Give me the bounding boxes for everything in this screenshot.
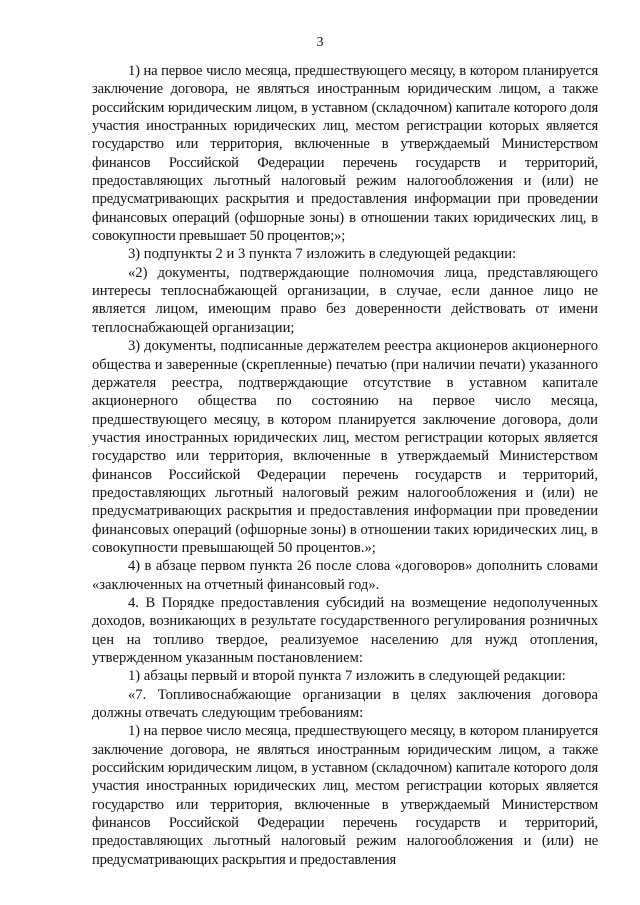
paragraph-item-3-amend-point-7: 3) подпункты 2 и 3 пункта 7 изложить в следующей редакции: xyxy=(128,246,517,263)
paragraph-item-4-amend-point-26: 4) в абзаце первом пункта 26 после слова «договоров» дополнить словами «заключенных на отчетный финансовый год». xyxy=(92,558,598,593)
paragraph-subitem-3-registrar-documents: 3) документы, подписанные держателем реестра акционеров акционерного общества и заверенные (скрепленные) печатью (при наличии печати) указанного держателя реестра, подтверждающие отсутствие в уставном капитале акционерного общества по состоянию на первое число месяца, предшествующего месяцу, в котором планируется заключение договора, доли участия иностранных юридических лиц, местом регистрации которых является государство или территория, включенные в утверждаемый Министерством финансов Российской Федерации перечень государств и территорий, предоставляющих льготный налоговый режим налогообложения и (или) не предусматривающих раскрытия и предоставления информации при проведении финансовых операций (офшорные зоны) в отношении таких юридических лиц, в совокупности превышающей 50 процентов.»; xyxy=(92,338,598,556)
paragraph-item-1-offshore-requirement-repeat: 1) на первое число месяца, предшествующего месяцу, в котором планируется заключение договора, не являться иностранным юридическим лицом, а также российским юридическим лицом, в уставном (складочном) капитале которого доля участия иностранных юридических лиц, местом регистрации которых является государство или территория, включенные в утверждаемый Министерством финансов Российской Федерации перечень государств и территорий, предоставляющих льготный налоговый режим налогообложения и (или) не предусматривающих раскрытия и предоставления xyxy=(92,723,598,868)
page-number: 3 xyxy=(316,35,324,50)
paragraph-point-7-requirements: «7. Топливоснабжающие организации в целях заключения договора должны отвечать следующим требованиям: xyxy=(92,686,598,722)
document-body xyxy=(92,62,598,869)
paragraph-item-1-amend-point-7: 1) абзацы первый и второй пункта 7 изложить в следующей редакции: xyxy=(128,668,566,685)
paragraph-subitem-2-authority-documents: «2) документы, подтверждающие полномочия лица, представляющего интересы теплоснабжающей организации, в случае, если данное лицо не является лицом, имеющим право без доверенности действовать от имени теплоснабжающей организации; xyxy=(92,264,598,336)
paragraph-item-1-offshore-requirement: 1) на первое число месяца, предшествующего месяцу, в котором планируется заключение договора, не являться иностранным юридическим лицом, а также российским юридическим лицом, в уставном (складочном) капитале которого доля участия иностранных юридических лиц, местом регистрации которых является государство или территория, включенные в утверждаемый Министерством финансов Российской Федерации перечень государств и территорий, предоставляющих льготный налоговый режим налогообложения и (или) не предусматривающих раскрытия и предоставления информации при проведении финансовых операций (офшорные зоны) в отношении таких юридических лиц, в совокупности превышает 50 процентов;»; xyxy=(92,63,598,245)
paragraph-section-4-fuel-subsidies: 4. В Порядке предоставления субсидий на возмещение недополученных доходов, возникающих в результате государственного регулирования розничных цен на топливо твердое, реализуемое населению для нужд отопления, утвержденном указанным постановлением: xyxy=(92,594,598,666)
